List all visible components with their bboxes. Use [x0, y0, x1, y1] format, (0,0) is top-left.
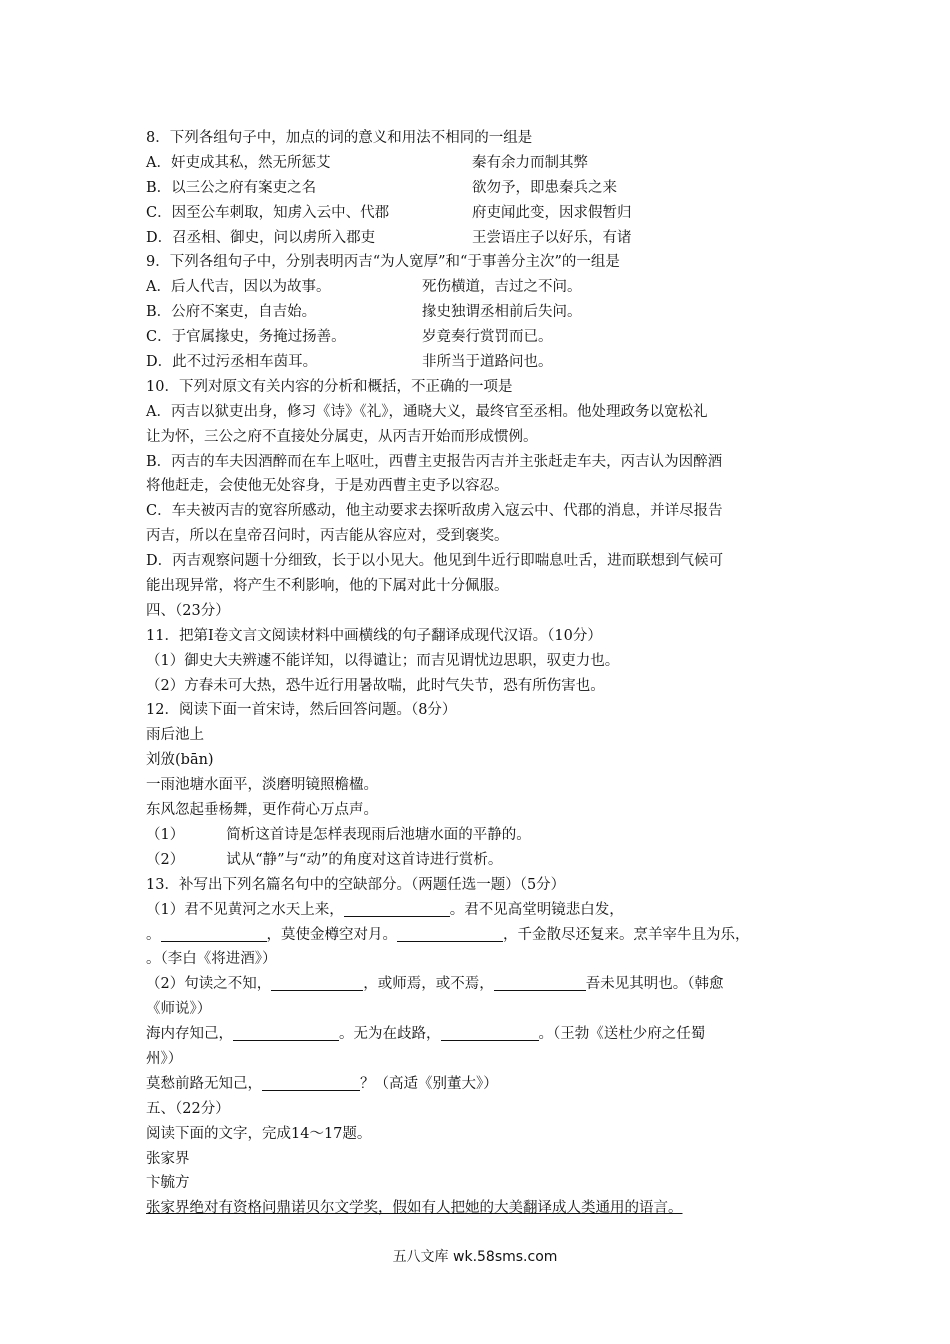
q8-option-d: D．召丞相、御史，问以虏所入郡吏 王尝语庄子以好乐，有诸: [146, 229, 632, 246]
q8-option-b: B．以三公之府有案吏之名 欲勿予，即患秦兵之来: [146, 179, 617, 196]
reading-stem: 阅读下面的文字，完成14～17题。: [146, 1125, 372, 1142]
article-author: 卞毓方: [146, 1175, 190, 1192]
q13-line: （2）句读之不知， ，或师焉，或不焉， 吾未见其明也。（韩愈: [146, 976, 724, 993]
poem-author: 刘攽(bān): [146, 752, 214, 769]
q13-line: 州》）: [146, 1050, 183, 1067]
q11-sentence-1: （1）御史大夫辨遽不能详知，以得谴让；而吉见谓忧边思职，驭吏力也。: [146, 652, 620, 669]
q10-line: A．丙吉以狱吏出身，修习《诗》《礼》，通晓大义，最终官至丞相。他处理政务以宽松礼: [146, 403, 708, 420]
q9-stem: 9．下列各组句子中，分别表明丙吉“为人宽厚”和“于事善分主次”的一组是: [146, 254, 620, 271]
q10-line: B．丙吉的车夫因酒醉而在车上呕吐，西曹主吏报告丙吉并主张赶走车夫，丙吉认为因醉酒: [146, 453, 723, 470]
article-first-sentence: 张家界绝对有资格问鼎诺贝尔文学奖，假如有人把她的大美翻译成人类通用的语言。: [146, 1200, 683, 1217]
q13-stem: 13．补写出下列名篇名句中的空缺部分。（两题任选一题）（5分）: [146, 876, 566, 893]
q10-line: C．车夫被丙吉的宽容所感动，他主动要求去探听敌虏入寇云中、代郡的消息，并详尽报告: [146, 503, 723, 520]
q8-option-a: A．奸吏成其私，然无所惩艾 秦有余力而制其弊: [146, 154, 588, 171]
q9-option-b: B．公府不案吏，自吉始。 掾史独谓丞相前后失问。: [146, 304, 582, 321]
q12-sub-2: （2） 试从“静”与“动”的角度对这首诗进行赏析。: [146, 851, 503, 868]
q10-line: 能出现异常，将产生不利影响，他的下属对此十分佩服。: [146, 578, 509, 595]
q13-line: 海内存知己， 。无为在歧路， 。（王勃《送杜少府之任蜀: [146, 1026, 706, 1043]
q13-line: 。 ，莫使金樽空对月。 ，千金散尽还复来。烹羊宰牛且为乐，: [146, 926, 750, 943]
q9-option-d: D．此不过污丞相车茵耳。 非所当于道路问也。: [146, 354, 553, 371]
q10-stem: 10．下列对原文有关内容的分析和概括，不正确的一项是: [146, 378, 513, 395]
q10-line: 丙吉，所以在皇帝召问时，丙吉能从容应对，受到褒奖。: [146, 528, 509, 545]
q12-sub-1: （1） 简析这首诗是怎样表现雨后池塘水面的平静的。: [146, 826, 531, 843]
poem-line-1: 一雨池塘水面平，淡磨明镜照檐楹。: [146, 777, 378, 794]
answer-blank[interactable]: [397, 925, 503, 942]
q8-option-c: C．因至公车刺取，知虏入云中、代郡 府吏闻此变，因求假暂归: [146, 204, 632, 221]
q13-line: （1）君不见黄河之水天上来， 。君不见高堂明镜悲白发，: [146, 901, 624, 918]
q10-line: 将他赶走，会使他无处容身，于是劝西曹主吏予以容忍。: [146, 478, 509, 495]
poem-title: 雨后池上: [146, 727, 204, 744]
answer-blank[interactable]: [494, 974, 586, 991]
answer-blank[interactable]: [233, 1024, 339, 1041]
article-title: 张家界: [146, 1150, 190, 1167]
section-5-heading: 五、（22分）: [146, 1100, 230, 1117]
q8-stem: 8．下列各组句子中，加点的词的意义和用法不相同的一组是: [146, 130, 533, 146]
q13-line: 莫愁前路无知己， ？（高适《别董大》）: [146, 1075, 498, 1092]
q10-line: 让为怀，三公之府不直接处分属吏，从丙吉开始而形成惯例。: [146, 428, 538, 445]
q13-line: 。（李白《将进酒》）: [146, 951, 277, 968]
q12-stem: 12．阅读下面一首宋诗，然后回答问题。（8分）: [146, 702, 457, 719]
q10-line: D．丙吉观察问题十分细致，长于以小见大。他见到牛近行即喘息吐舌，进而联想到气候可: [146, 553, 724, 570]
answer-blank[interactable]: [344, 900, 450, 917]
answer-blank[interactable]: [441, 1024, 539, 1041]
section-4-heading: 四、（23分）: [146, 602, 230, 619]
q13-line: 《师说》）: [146, 1001, 212, 1018]
footer-watermark: 五八文库 wk.58sms.com: [392, 1249, 558, 1265]
q9-option-c: C．于官属掾史，务掩过扬善。 岁竟奏行赏罚而已。: [146, 329, 553, 346]
q11-sentence-2: （2）方春未可大热，恐牛近行用暑故喘，此时气失节，恐有所伤害也。: [146, 677, 605, 694]
answer-blank[interactable]: [161, 925, 267, 942]
q9-option-a: A．后人代吉，因以为故事。 死伤横道，吉过之不问。: [146, 279, 582, 296]
document-page: [146, 126, 810, 1221]
poem-line-2: 东风忽起垂杨舞，更作荷心万点声。: [146, 802, 378, 819]
q11-stem: 11．把第Ⅰ卷文言文阅读材料中画横线的句子翻译成现代汉语。（10分）: [146, 627, 602, 644]
answer-blank[interactable]: [262, 1074, 360, 1091]
answer-blank[interactable]: [271, 974, 363, 991]
